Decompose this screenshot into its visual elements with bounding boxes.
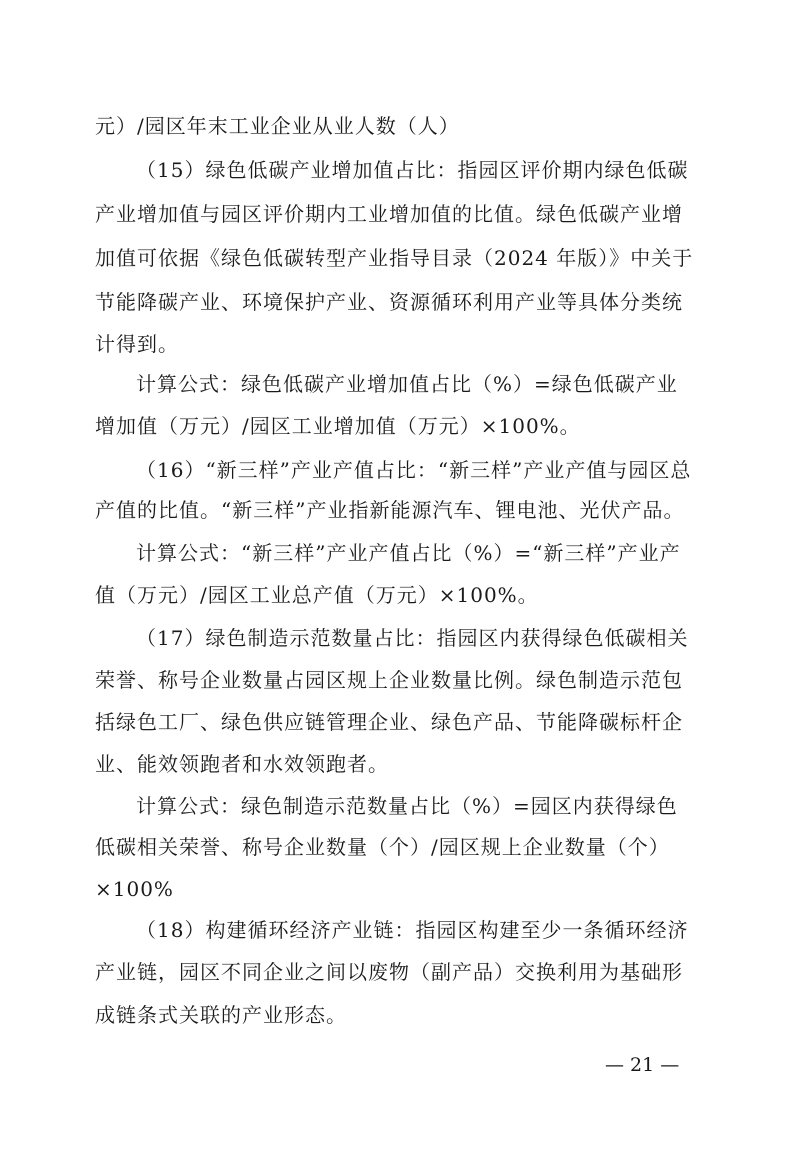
- text-line: 产业增加值与园区评价期内工业增加值的比值。绿色低碳产业增: [95, 202, 683, 226]
- text-line: 计得到。: [95, 332, 179, 356]
- text-line: 产业链，园区不同企业之间以废物（副产品）交换利用为基础形: [95, 960, 683, 984]
- text-line: 产值的比值。“新三样”产业指新能源汽车、锂电池、光伏产品。: [95, 498, 685, 522]
- text-line: 成链条式关联的产业形态。: [95, 1003, 347, 1027]
- text-line: 增加值（万元）/园区工业增加值（万元）×100%。: [95, 414, 581, 438]
- text-line: 业、能效领跑者和水效领跑者。: [95, 752, 389, 776]
- text-line: 计算公式：绿色低碳产业增加值占比（%）=绿色低碳产业: [136, 372, 678, 396]
- text-line: 加值可依据《绿色低碳转型产业指导目录（2024 年版）》中关于: [95, 246, 694, 270]
- text-line: 计算公式：“新三样”产业产值占比（%）=“新三样”产业产: [136, 541, 681, 565]
- text-line: （17）绿色制造示范数量占比：指园区内获得绿色低碳相关: [136, 626, 689, 650]
- text-line: （16）“新三样”产业产值占比：“新三样”产业产值与园区总: [136, 458, 692, 482]
- text-line: ×100%: [95, 877, 174, 901]
- text-line: 计算公式：绿色制造示范数量占比（%）=园区内获得绿色: [136, 794, 678, 818]
- text-line: 低碳相关荣誉、称号企业数量（个）/园区规上企业数量（个）: [95, 835, 670, 859]
- text-line: 括绿色工厂、绿色供应链管理企业、绿色产品、节能降碳标杆企: [95, 710, 683, 734]
- text-line: 元）/园区年末工业企业从业人数（人）: [95, 114, 460, 138]
- text-line: （15）绿色低碳产业增加值占比：指园区评价期内绿色低碳: [136, 158, 689, 182]
- text-line: 荣誉、称号企业数量占园区规上企业数量比例。绿色制造示范包: [95, 668, 683, 692]
- page-number: — 21 —: [605, 1054, 680, 1076]
- text-line: 值（万元）/园区工业总产值（万元）×100%。: [95, 583, 539, 607]
- text-line: 节能降碳产业、环境保护产业、资源循环利用产业等具体分类统: [95, 290, 683, 314]
- text-line: （18）构建循环经济产业链：指园区构建至少一条循环经济: [136, 918, 689, 942]
